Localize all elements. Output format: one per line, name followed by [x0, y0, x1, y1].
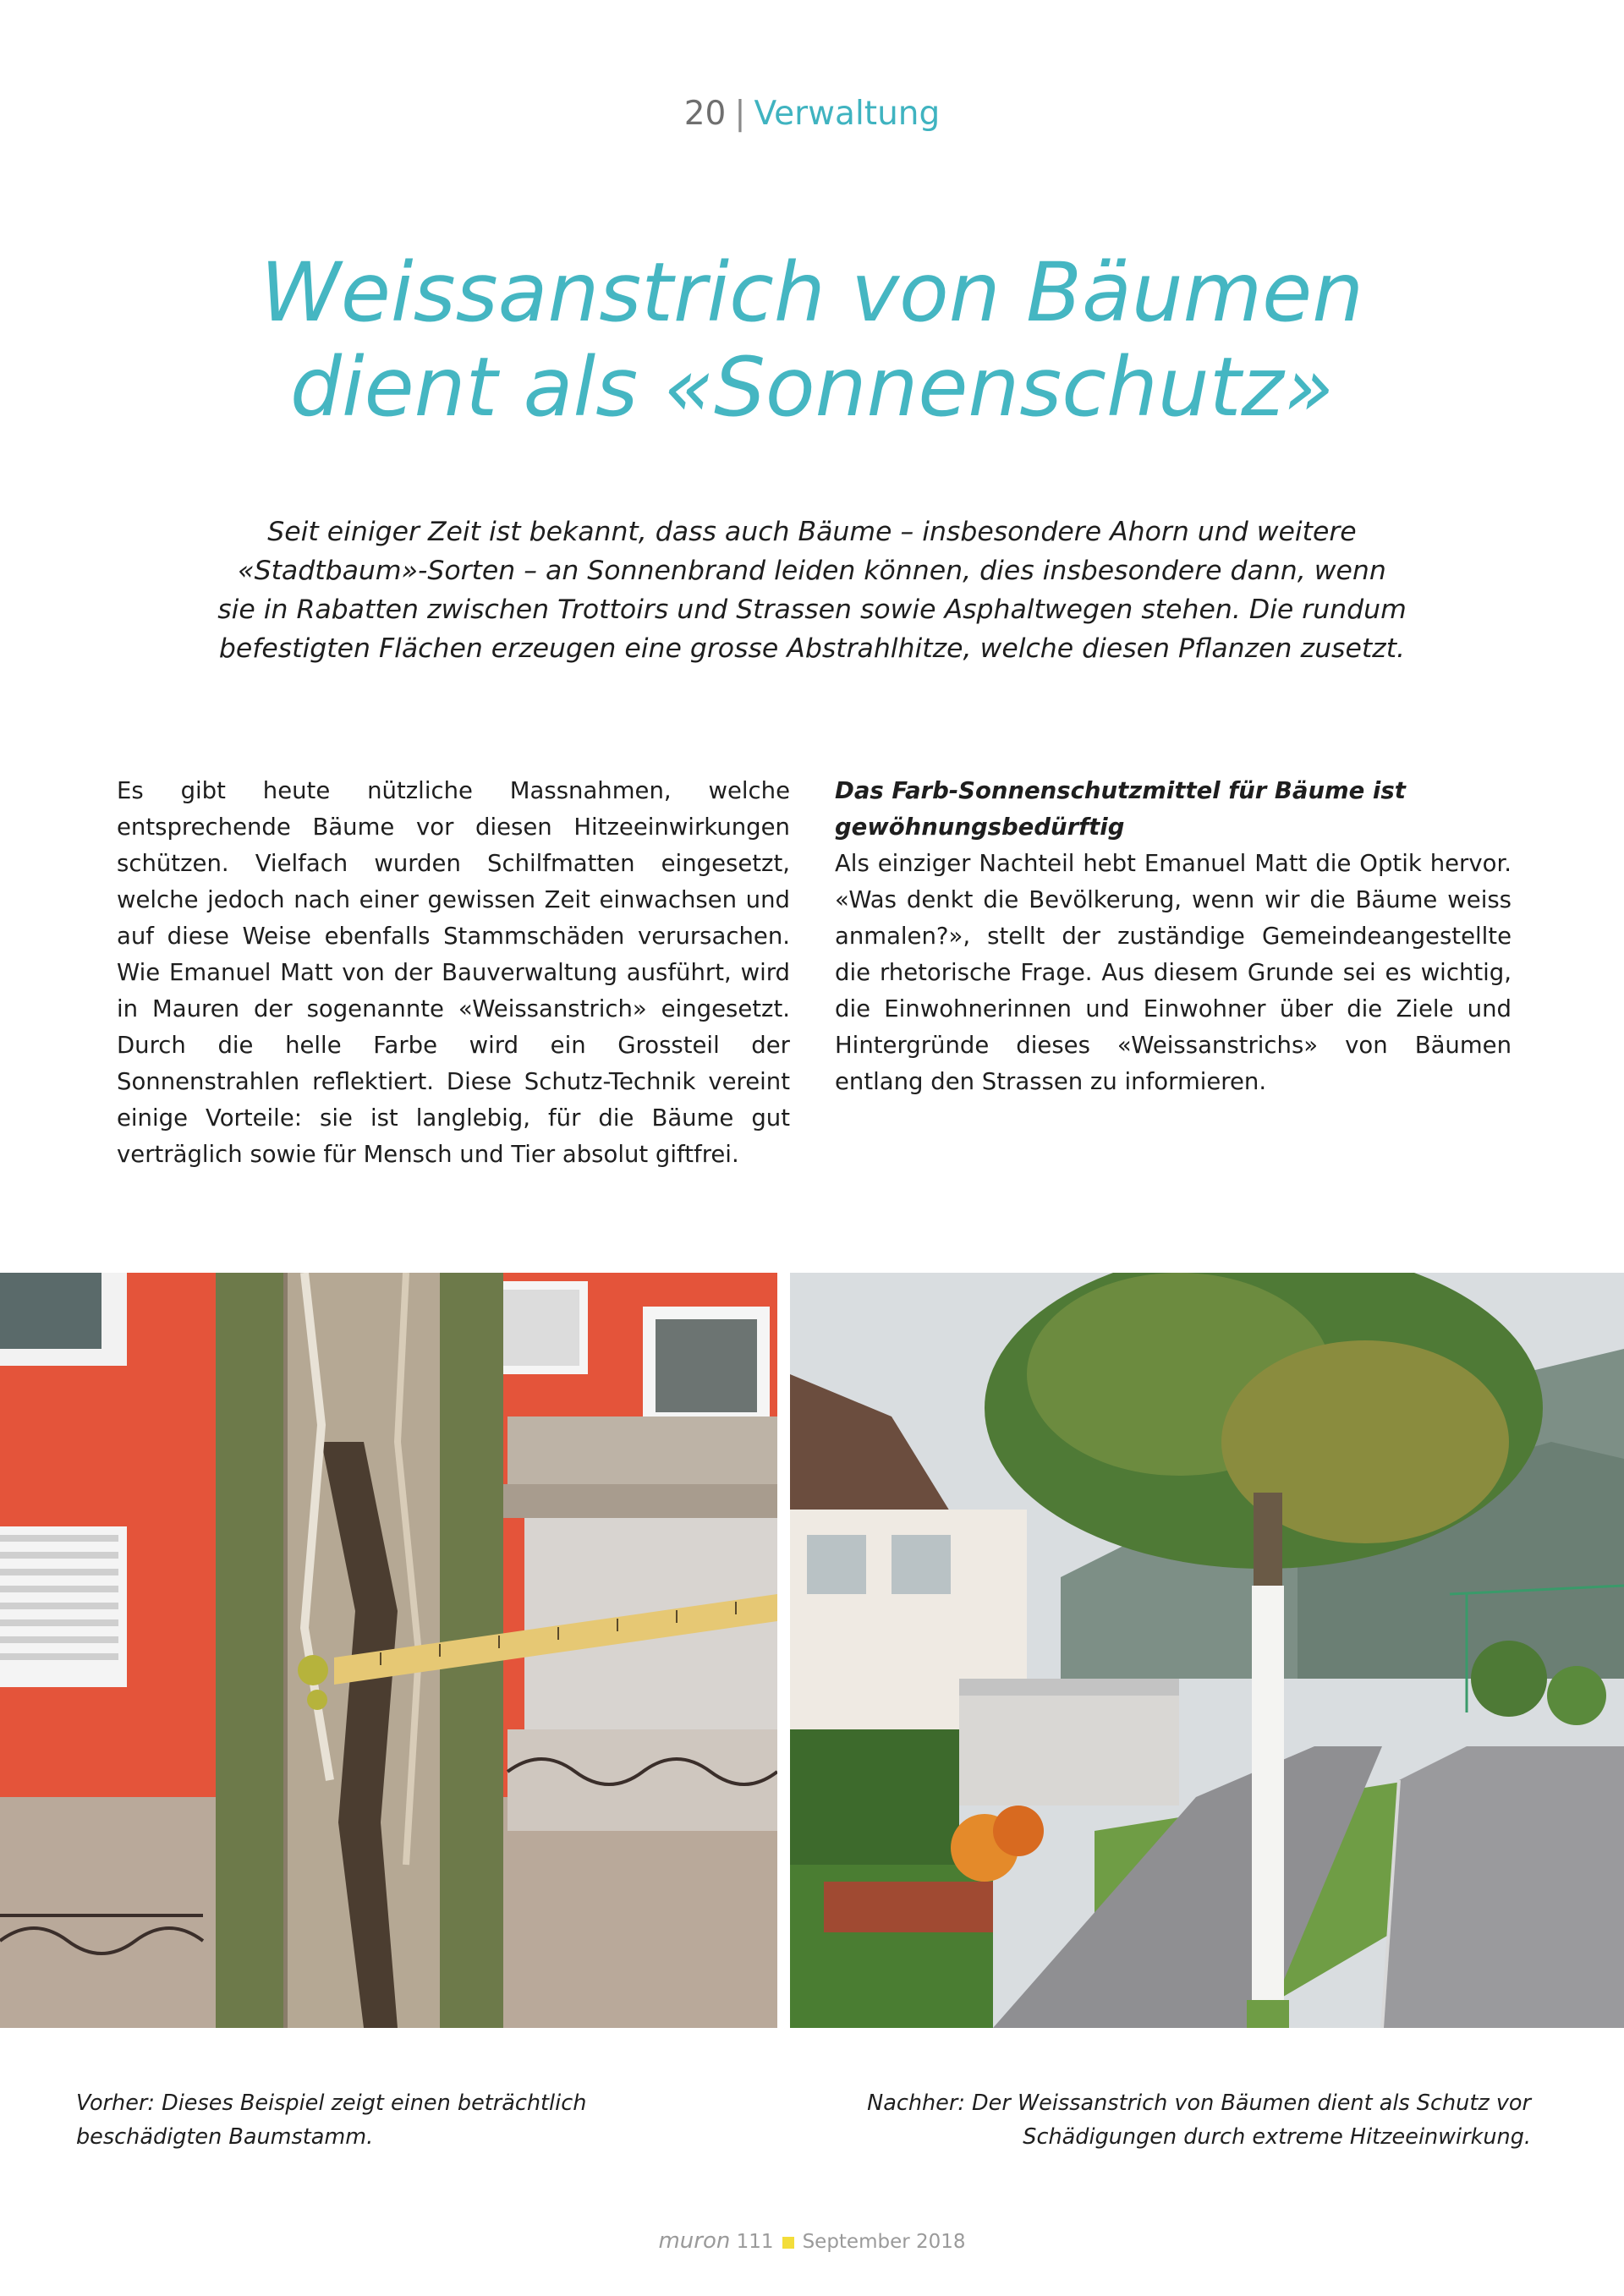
body-column-left — [117, 773, 790, 1173]
lead-line-3: sie in Rabatten zwischen Trottoirs und Strassen sowie Asphaltwegen stehen. Die rundum — [217, 595, 1407, 625]
caption-left: Vorher: Dieses Beispiel zeigt einen beträchtlich beschädigten Baumstamm. — [76, 2091, 587, 2150]
title-line-1: Weissanstrich von Bäumen — [260, 245, 1364, 340]
body-paragraph-left: Es gibt heute nützliche Massnahmen, welche entsprechende Bäume vor diesen Hitzeeinwirkungen schützen. Vielfach wurden Schilfmatten eingesetzt, welche jedoch nach einer gewissen Zeit einwachsen und auf diese Weise ebenfalls Stammschäden verursachen. Wie Emanuel Matt von der Bauverwaltung ausführt, wird in Mauren der sogenannte «Weissanstrich» eingesetzt. Durch die helle Farbe wird ein Grossteil der Sonnenstrahlen reflektiert. Diese Schutz-Technik vereint einige Vorteile: sie ist langlebig, für die Bäume gut verträglich sowie für Mensch und Tier absolut giftfrei. — [117, 777, 790, 1168]
title-line-2: dient als «Sonnenschutz» — [290, 340, 1334, 435]
article-title — [0, 245, 1624, 435]
caption-right: Nachher: Der Weissanstrich von Bäumen dient als Schutz vor Schädigungen durch extreme Hitzeeinwirkung. — [867, 2091, 1531, 2150]
page-footer — [0, 2228, 1624, 2254]
body-subheading: Das Farb-Sonnenschutzmittel für Bäume ist gewöhnungsbedürftig — [835, 777, 1406, 841]
square-icon — [782, 2237, 794, 2249]
lead-paragraph — [203, 512, 1421, 668]
body-column-right — [835, 773, 1512, 1100]
damaged-tree-trunk-photo — [0, 1273, 777, 2028]
section-name: Verwaltung — [754, 95, 941, 133]
lead-line-4: befestigten Flächen erzeugen eine grosse Abstrahlhitze, welche diesen Pflanzen zusetzt. — [218, 633, 1406, 664]
whitewashed-tree-street-photo — [790, 1273, 1624, 2028]
lead-line-1: Seit einiger Zeit ist bekannt, dass auch Bäume – insbesondere Ahorn und weitere — [267, 517, 1357, 547]
lead-line-2: «Stadtbaum»-Sorten – an Sonnenbrand leiden können, dies insbesondere dann, wenn — [238, 556, 1386, 586]
header-separator: | — [734, 95, 746, 133]
body-paragraph-right: Als einziger Nachteil hebt Emanuel Matt die Optik hervor. «Was denkt die Bevölkerung, wenn wir die Bäume weiss anmalen?», stellt der zuständige Gemeindeangestellte die rhetorische Frage. Aus diesem Grunde sei es wichtig, die Einwohnerinnen und Einwohner über die Ziele und Hintergründe dieses «Weissanstrichs» von Bäumen entlang den Strassen zu informieren. — [835, 850, 1512, 1095]
page-number: 20 — [683, 95, 727, 133]
issue-date: September 2018 — [802, 2231, 966, 2253]
issue-number: 111 — [736, 2231, 774, 2253]
magazine-brand: muron — [658, 2228, 731, 2254]
page-header — [0, 95, 1624, 133]
